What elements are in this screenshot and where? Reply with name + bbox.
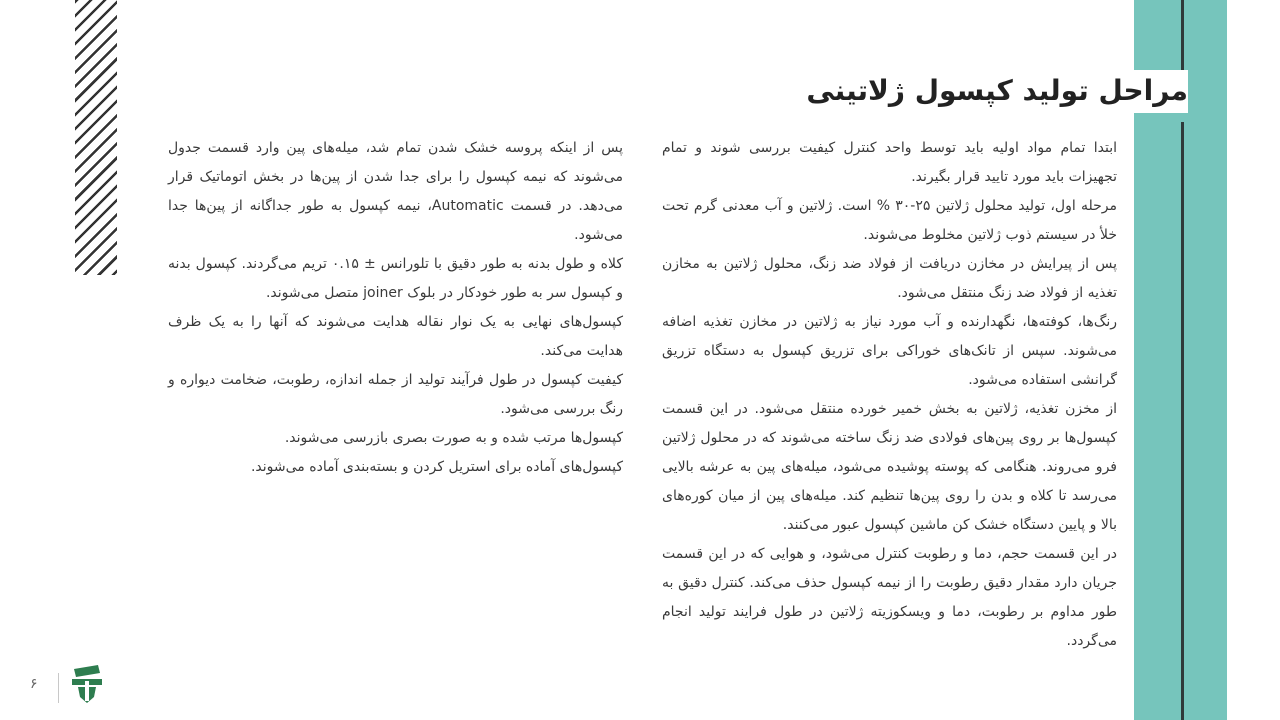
text-column-left: [168, 134, 623, 482]
page-number: ۶: [30, 676, 38, 692]
paragraph: پس از پیرایش در مخازن دریافت از فولاد ضد زنگ، محلول ژلاتین به مخازن تغذیه از فولاد ضد زنگ منتقل می‌شود.: [662, 256, 1117, 301]
paragraph: ابتدا تمام مواد اولیه باید توسط واحد کنترل کیفیت بررسی شوند و تمام تجهیزات باید مورد تایید قرار بگیرند.: [662, 140, 1117, 185]
accent-line-bottom: [1181, 122, 1184, 720]
diagonal-hatch-decoration: [75, 0, 117, 275]
footer-divider: [58, 673, 59, 703]
paragraph: در این قسمت حجم، دما و رطوبت کنترل می‌شود، و هوایی که در این قسمت جریان دارد مقدار دقیق رطوبت را از نیمه کپسول حذف می‌کند. کنترل دقیق به طور مداوم بر رطوبت، دما و ویسکوزیته ژلاتین در طول فرایند تولید انجام می‌گردد.: [662, 546, 1117, 649]
paragraph: پس از اینکه پروسه خشک شدن تمام شد، میله‌های پین وارد قسمت جدول می‌شوند که نیمه کپسول را برای جدا شدن از پین‌ها در بخش اتوماتیک قرار می‌دهد. در قسمت Automatic، نیمه کپسول به طور جداگانه از پین‌ها جدا می‌شود.: [168, 140, 624, 243]
accent-line-top: [1181, 0, 1184, 70]
paragraph: کلاه و طول بدنه به طور دقیق با تلورانس ± ۰.۱۵ تریم می‌گردند. کپسول بدنه و کپسول سر به طور خودکار در بلوک joiner متصل می‌شوند.: [168, 256, 623, 301]
paragraph: کیفیت کپسول در طول فرآیند تولید از جمله اندازه، رطوبت، ضخامت دیواره و رنگ بررسی می‌شود.: [168, 372, 623, 417]
paragraph: کپسول‌های آماده برای استریل کردن و بسته‌بندی آماده می‌شوند.: [250, 459, 623, 475]
paragraph: رنگ‌ها، کوفته‌ها، نگهدارنده و آب مورد نیاز به ژلاتین در مخازن تغذیه اضافه می‌شوند. سپس از تانک‌های خوراکی برای تزریق کپسول به دستگاه تزریق گرانشی استفاده می‌شود.: [662, 314, 1117, 388]
text-column-right: [662, 134, 1117, 656]
paragraph: کپسول‌ها مرتب شده و به صورت بصری بازرسی می‌شوند.: [284, 430, 623, 446]
paragraph: از مخزن تغذیه، ژلاتین به بخش خمیر خورده منتقل می‌شود. در این قسمت کپسول‌ها بر روی پین‌های فولادی ضد زنگ ساخته می‌شوند که در محلول ژلاتین فرو می‌روند. هنگامی که پوسته پوشیده می‌شود، میله‌های پین به عرشه بالایی می‌رسد تا کلاه و بدن را روی پین‌ها تنظیم کند. میله‌های پین از میان کوره‌های بالا و پایین دستگاه خشک کن ماشین کپسول عبور می‌کنند.: [662, 401, 1117, 533]
paragraph: کپسول‌های نهایی به یک نوار نقاله هدایت می‌شوند که آنها را به یک ظرف هدایت می‌کند.: [168, 314, 623, 359]
paragraph: مرحله اول، تولید محلول ژلاتین ۲۵-۳۰ % است. ژلاتین و آب معدنی گرم تحت خلأ در سیستم ذوب ژلاتین مخلوط می‌شوند.: [662, 198, 1117, 243]
company-logo-icon: [70, 663, 104, 707]
page-title: مراحل تولید کپسول ژلاتینی: [792, 70, 1188, 113]
